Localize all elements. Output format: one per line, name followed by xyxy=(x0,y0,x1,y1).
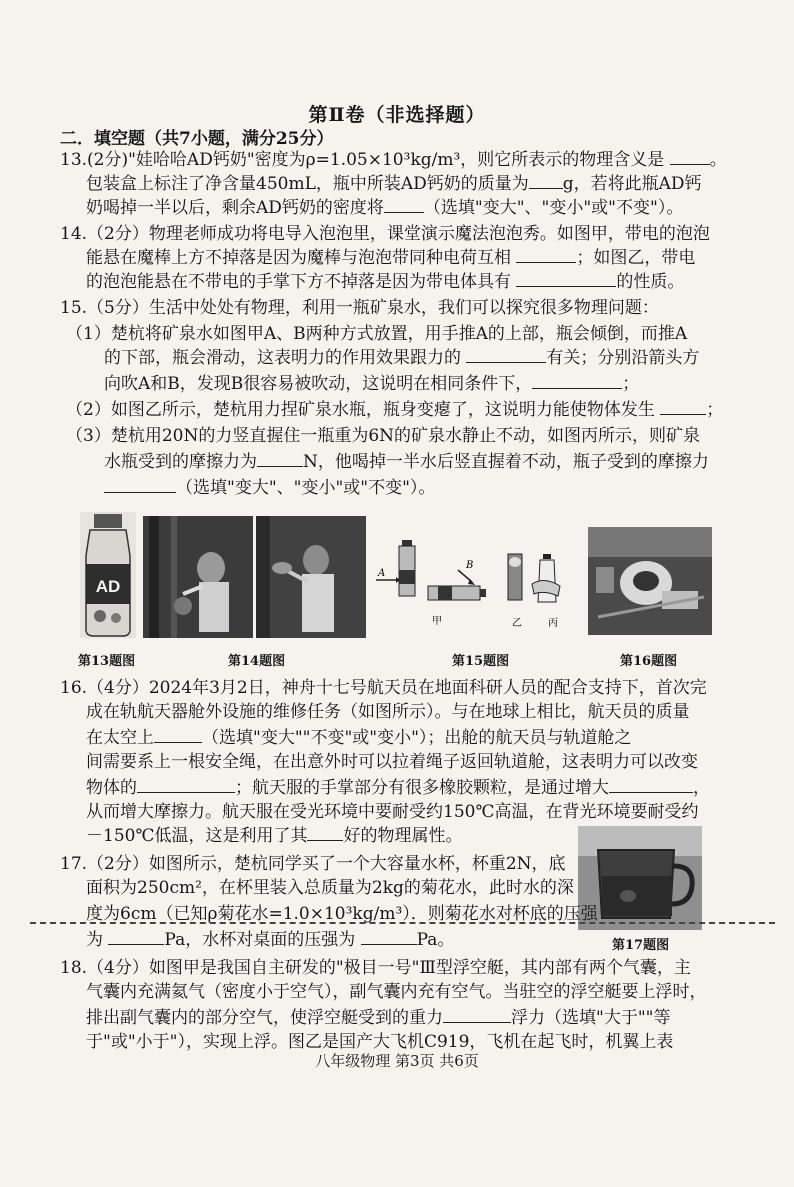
q16-line1: 16.（4分）2024年3月2日，神舟十七号航天员在地面科研人员的配合支持下，首次完 xyxy=(60,678,707,698)
q17-text3: Pa。 xyxy=(416,930,455,950)
q15-line2: （1）楚杭将矿泉水如图甲A、B两种方式放置，用手推A的上部，瓶会倾倒，而推A xyxy=(66,324,688,344)
q17-blank1 xyxy=(108,928,164,945)
q15-line6: （3）楚杭用20N的力竖直握住一瓶重为6N的矿泉水静止不动，如图丙所示，则矿泉 xyxy=(66,426,701,446)
q14-text2: ；如图乙，带电 xyxy=(576,248,696,268)
q15-text2: 有关；分别沿箭头方 xyxy=(546,348,700,368)
q17-text1: 为 xyxy=(86,930,103,950)
caption-q15: 第15题图 xyxy=(452,654,510,669)
q15-line3 xyxy=(104,346,699,370)
q17-line2: 面积为250cm²，在杯里装入总质量为2kg的菊花水，此时水的深 xyxy=(86,878,574,898)
q16-blank4 xyxy=(307,824,343,841)
q13-line2 xyxy=(86,172,702,196)
q15-text4: ； xyxy=(622,374,640,394)
q16-line3 xyxy=(86,726,631,750)
q17-blank2 xyxy=(361,928,417,945)
q17-line1: 17.（2分）如图所示，楚杭同学买了一个大容量水杯，杯重2N，底 xyxy=(60,854,566,874)
q13-blank3 xyxy=(384,196,424,213)
q14-figure-photo-left xyxy=(143,516,253,638)
caption-q14: 第14题图 xyxy=(228,654,286,669)
q16-line4: 间需要系上一根安全绳，在出意外时可以拉着绳子返回轨道舱，这表明力可以改变 xyxy=(86,752,698,772)
q13-text2: 包装盒上标注了净含量450mL，瓶中所装AD钙奶的质量为 xyxy=(86,174,529,194)
q15-line8 xyxy=(104,476,435,500)
q13-line3 xyxy=(86,196,683,220)
q13-text1: 13.(2分)"娃哈哈AD钙奶"密度为ρ=1.05×10³kg/m³，则它所表示的物理含义是 xyxy=(60,150,665,170)
scan-artifact-line xyxy=(30,922,775,924)
q15-text7: 水瓶受到的摩擦力为 xyxy=(104,452,257,472)
q15-text8: N，他喝掉一半水后竖直握着不动，瓶子受到的摩擦力 xyxy=(303,452,709,472)
q14-blank1 xyxy=(516,246,576,263)
section-heading: 二．填空题（共7小题，满分25分） xyxy=(60,129,334,149)
q18-line2: 气囊内充满氦气（密度小于空气），副气囊内充有空气。当驻空的浮空艇要上浮时， xyxy=(86,982,707,1002)
q16-line2: 成在轨航天器舱外设施的维修任务（如图所示）。与在地球上相比，航天员的质量 xyxy=(86,702,690,722)
q15-text5: （2）如图乙所示，楚杭用力捏矿泉水瓶，瓶身变瘪了，这说明力能使物体发生 xyxy=(66,400,655,420)
q13-bottle-label: AD xyxy=(95,577,121,596)
q15-text9: （选填"变大"、"变小"或"不变"）。 xyxy=(176,478,436,498)
q16-blank2 xyxy=(137,776,235,793)
q14-figure-photo-right xyxy=(256,516,366,638)
q16-text3: 物体的 xyxy=(86,778,137,798)
q13-text4: 奶喝掉一半以后，剩余AD钙奶的密度将 xyxy=(86,198,384,218)
q14-text3: 的泡泡能悬在不带电的手掌下方不掉落是因为带电体具有 xyxy=(86,272,511,292)
q15-blank4 xyxy=(257,450,303,467)
q16-figure-astronaut xyxy=(588,527,712,635)
page-footer: 八年级物理 第3页 共6页 xyxy=(315,1052,479,1070)
q18-text1: 排出副气囊内的部分空气，使浮空艇受到的重力 xyxy=(86,1008,443,1028)
q14-line3 xyxy=(86,270,684,294)
caption-q17: 第17题图 xyxy=(612,938,670,953)
q15-text3: 向吹A和B，发现B很容易被吹动，这说明在相同条件下， xyxy=(104,374,533,394)
q18-line1: 18.（4分）如图甲是我国自主研发的"极目一号"Ⅲ型浮空艇，其内部有两个气囊，主 xyxy=(60,958,691,978)
q15-text1: 的下部，瓶会滑动，这表明力的作用效果跟力的 xyxy=(104,348,461,368)
q17-line3: 度为6cm（已知ρ菊花水=1.0×10³kg/m³）．则菊花水对杯底的压强 xyxy=(86,904,598,924)
q15-blank1 xyxy=(466,346,546,363)
q13-blank1 xyxy=(670,148,710,165)
q16-text4: ；航天服的手掌部分有很多橡胶颗粒，是通过增大 xyxy=(235,778,609,798)
q15-blank2 xyxy=(532,372,622,389)
q13-text5: （选填"变大"、"变小"或"不变"）。 xyxy=(423,198,684,218)
q16-text5: ， xyxy=(693,778,710,798)
q15-line4 xyxy=(104,372,639,396)
q14-text4: 的性质。 xyxy=(616,272,685,292)
q16-text6: －150℃低温，这是利用了其 xyxy=(86,826,308,846)
q13-text3: g，若将此瓶AD钙 xyxy=(562,174,702,194)
q16-text7: 好的物理属性。 xyxy=(343,826,463,846)
q17-text2: Pa，水杯对桌面的压强为 xyxy=(164,930,356,950)
caption-q13: 第13题图 xyxy=(78,654,136,669)
q13-figure-ad-bottle xyxy=(80,512,136,638)
q18-line4: 于"或"小于"），实现上浮。图乙是国产大飞机C919，飞机在起飞时，机翼上表 xyxy=(86,1032,674,1052)
q18-blank1 xyxy=(443,1006,511,1023)
caption-q16: 第16题图 xyxy=(620,654,678,669)
q15-line7 xyxy=(104,450,709,474)
q15-line5 xyxy=(66,398,723,422)
q16-text2: （选填"变大""不变"或"变小"）；出舱的航天员与轨道舱之 xyxy=(202,728,632,748)
label-a: A xyxy=(378,568,386,579)
label-bing: 丙 xyxy=(548,618,558,629)
q16-blank3 xyxy=(609,776,693,793)
q15-figure xyxy=(372,530,572,640)
q14-text1: 能悬在魔棒上方不掉落是因为魔棒与泡泡带同种电荷互相 xyxy=(86,248,511,268)
label-yi: 乙 xyxy=(512,618,522,629)
q14-line2 xyxy=(86,246,695,270)
q13-line1: 13.(2分)"娃哈哈AD钙奶"密度为ρ=1.05×10³kg/m³，则它所表示的物理含义是 。 xyxy=(60,150,727,170)
q16-text1: 在太空上 xyxy=(86,728,154,748)
q14-blank2 xyxy=(516,270,616,287)
q15-text6: ； xyxy=(706,400,724,420)
q17-line4 xyxy=(86,928,454,952)
q14-line1: 14.（2分）物理老师成功将电导入泡泡里，课堂演示魔法泡泡秀。如图甲，带电的泡泡 xyxy=(60,224,710,244)
q15-line1: 15.（5分）生活中处处有物理，利用一瓶矿泉水，我们可以探究很多物理问题： xyxy=(60,298,659,318)
q18-line3 xyxy=(86,1006,670,1030)
label-b: B xyxy=(466,560,474,571)
label-jia: 甲 xyxy=(432,616,442,627)
q18-text2: 浮力（选填"大于""等 xyxy=(511,1008,671,1028)
page-title: 第Ⅱ卷（非选择题） xyxy=(308,104,486,126)
q16-line7 xyxy=(86,824,462,848)
q16-line5 xyxy=(86,776,710,800)
q15-blank5 xyxy=(104,476,176,493)
q16-blank1 xyxy=(154,726,202,743)
q16-line6: 从而增大摩擦力。航天服在受光环境中要耐受约150℃高温，在背光环境要耐受约 xyxy=(86,802,699,822)
q13-blank2 xyxy=(529,172,563,189)
q15-blank3 xyxy=(660,398,706,415)
